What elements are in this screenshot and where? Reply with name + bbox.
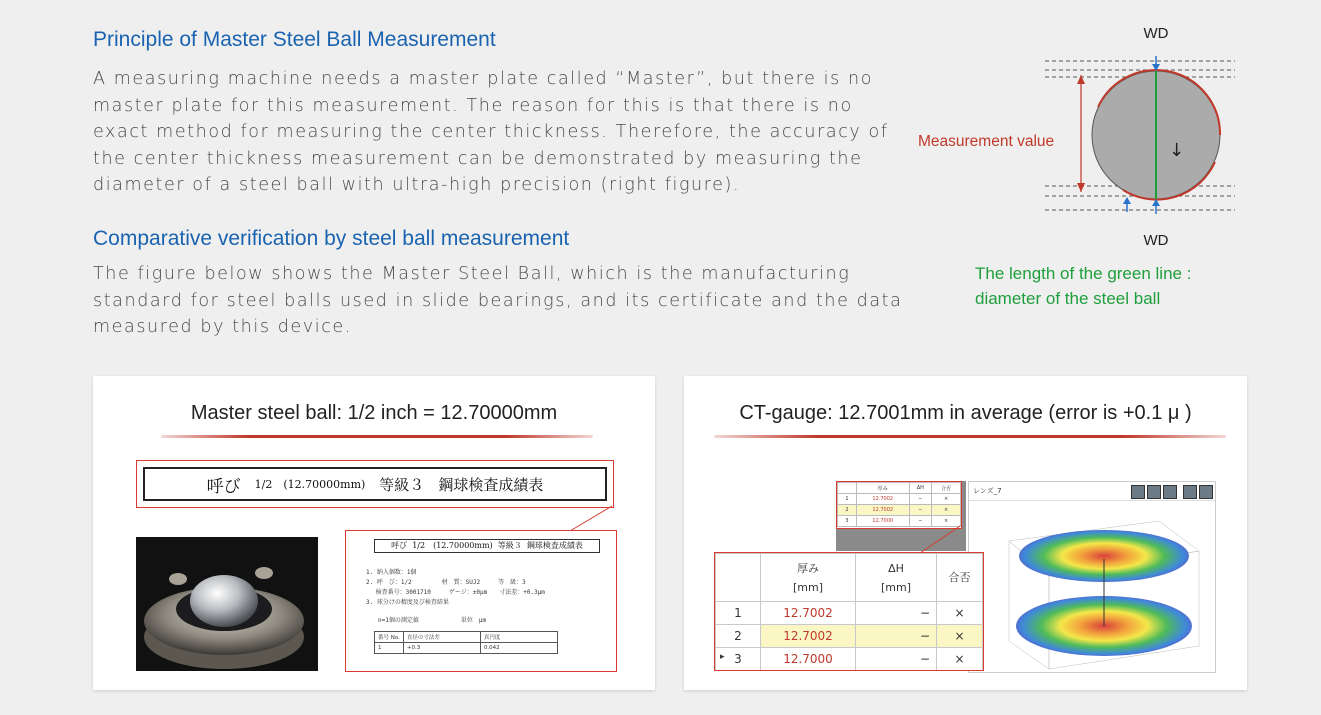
principle-paragraph (93, 66, 893, 199)
principle-line: exact method for measuring the center thickness. Therefore, the accuracy of (93, 122, 889, 142)
title-underline (161, 435, 593, 438)
doc-table-header: 直径の寸法差 (403, 632, 480, 643)
cert-size: 1/2 (12.70000mm) (254, 478, 366, 491)
mini-row-no: 1 (838, 494, 857, 505)
col-result-header: 合否 (937, 554, 983, 602)
doc-table-cell: 0.042 (480, 643, 557, 654)
current-row-marker-icon: ▸ (720, 652, 725, 662)
comparative-paragraph (93, 261, 903, 341)
row-dh: − (856, 648, 937, 671)
view-button-icon[interactable] (1163, 485, 1177, 499)
doc-table-header: 番号 No. (375, 632, 404, 643)
mini-col-result: 合否 (932, 483, 961, 494)
results-table (714, 552, 984, 671)
row-thickness: 12.7002 (761, 625, 856, 648)
mini-row-no: 2 (838, 505, 857, 516)
cert-grade: 等級３ (379, 475, 425, 494)
principle-line: diameter of a steel ball with ultra-high precision (right figure). (93, 175, 741, 195)
row-thickness: 12.7000 (761, 648, 856, 671)
mini-row-dh: − (909, 494, 932, 505)
certificate-label-box (136, 460, 614, 508)
window-title: レンズ_7 (973, 487, 1002, 495)
down-arrow-icon: ↓ (1169, 140, 1185, 161)
row-dh: − (856, 602, 937, 625)
comparative-heading: Comparative verification by steel ball measurement (93, 227, 570, 250)
mini-col-thickness: 厚み (857, 483, 910, 494)
principle-line: A measuring machine needs a master plate called “Master”, but there is no (93, 69, 874, 89)
master-steel-ball-photo (136, 537, 318, 671)
doc-title: 呼び 1/2 (12.70000mm) 等級３ 鋼球検査成績表 (374, 539, 600, 553)
row-result: × (937, 648, 983, 671)
wd-top-label: WD (1143, 25, 1169, 42)
mini-row-value: 12.7002 (857, 494, 910, 505)
row-number: 1 (716, 602, 761, 625)
principle-heading: Principle of Master Steel Ball Measurement (93, 28, 496, 51)
doc-table-cell: +0.3 (403, 643, 480, 654)
corner-cell (716, 554, 761, 602)
comparative-line: measured by this device. (93, 317, 352, 337)
3d-surface-window (968, 481, 1216, 673)
surface-plot (969, 501, 1215, 671)
mini-row-value: 12.7002 (857, 505, 910, 516)
mini-row-result: × (932, 494, 961, 505)
comparative-line: The figure below shows the Master Steel Ball, which is the manufacturing (93, 264, 851, 284)
mini-col-dh: ΔH (909, 483, 932, 494)
row-number: 2 (716, 625, 761, 648)
certificate-label (143, 467, 607, 501)
cert-name: 呼び (206, 476, 241, 497)
inspection-certificate-doc (345, 530, 617, 672)
mini-row-dh: − (909, 505, 932, 516)
wd-bottom-label: WD (1143, 232, 1169, 249)
mini-row-value: 12.7000 (857, 516, 910, 527)
window-titlebar (969, 482, 1215, 501)
table-row[interactable] (716, 648, 983, 671)
doc-line: 検査番号：3001710 ゲージ：±0μm 寸法差：+0.3μm (366, 589, 545, 596)
mini-row-dh: − (909, 516, 932, 527)
row-number: 3 (734, 652, 742, 666)
mini-row-result: × (932, 505, 961, 516)
row-thickness: 12.7002 (761, 602, 856, 625)
row-number-cell (716, 648, 761, 671)
master-ball-title: Master steel ball: 1/2 inch = 12.70000mm (190, 402, 558, 424)
view-button-icon[interactable] (1131, 485, 1145, 499)
doc-table (374, 631, 558, 654)
doc-table-header: 真円度 (480, 632, 557, 643)
row-result: × (937, 625, 983, 648)
caption-line-1: The length of the green line : (975, 264, 1192, 283)
doc-line: 3. 球分けの精度及び検査結果 (366, 599, 449, 606)
principle-line: the center thickness measurement can be demonstrated by measuring the (93, 148, 863, 169)
mini-row-result: × (932, 516, 961, 527)
doc-line: 1. 納入個数：1個 (366, 569, 417, 576)
doc-table-cell: 1 (375, 643, 404, 654)
table-row[interactable] (716, 602, 983, 625)
caption-line-2: diameter of the steel ball (975, 289, 1161, 308)
mini-row-no: 3 (838, 516, 857, 527)
view-button-icon[interactable] (1147, 485, 1161, 499)
principle-line: master plate for this measurement. The reason for this is that there is no (93, 95, 853, 116)
col-thickness-header: 厚み [mm] (761, 554, 856, 602)
row-dh: − (856, 625, 937, 648)
view-button-icon[interactable] (1199, 485, 1213, 499)
comparative-line: standard for steel balls used in slide bearings, and its certificate and the data (93, 290, 903, 311)
doc-line: n=1個の測定値 単位 μm (366, 617, 487, 624)
col-dh-header: ΔH [mm] (856, 554, 937, 602)
title-underline (714, 435, 1226, 438)
measurement-value-label: Measurement value (918, 133, 1055, 150)
table-row[interactable] (716, 625, 983, 648)
doc-line: 2. 呼 び：1/2 材 質：SUJ2 等 級：3 (366, 579, 526, 586)
diagram-caption (975, 261, 1191, 311)
mini-results-table (836, 481, 962, 529)
ct-gauge-title: CT-gauge: 12.7001mm in average (error is +0.1 μ ) (739, 402, 1192, 424)
row-result: × (937, 602, 983, 625)
cert-doc-title: 鋼球検査成績表 (438, 475, 544, 494)
view-button-icon[interactable] (1183, 485, 1197, 499)
steel-ball-diagram (905, 20, 1245, 255)
